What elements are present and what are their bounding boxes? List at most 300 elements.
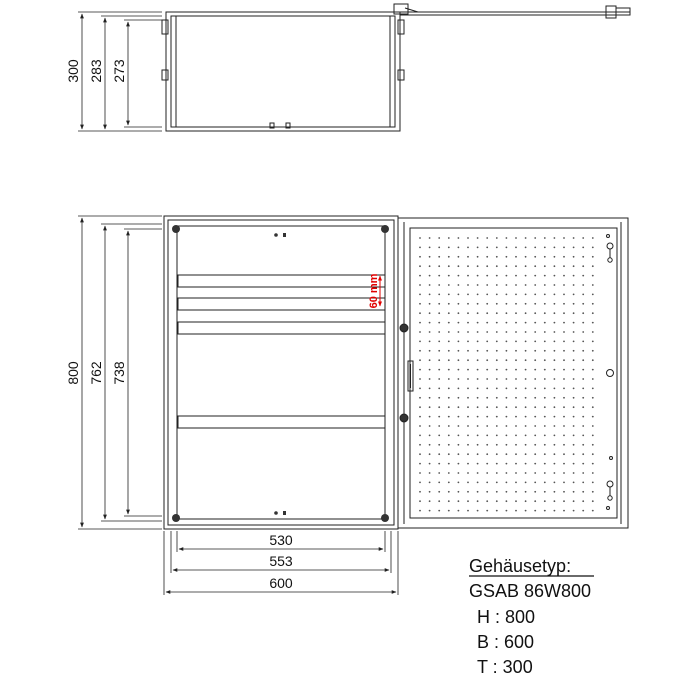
perforation-dot (573, 463, 575, 465)
perforation-dot (448, 294, 450, 296)
perforation-dot (554, 406, 556, 408)
perforation-dot (506, 237, 508, 239)
perforation-dot (525, 359, 527, 361)
perforation-dot (515, 359, 517, 361)
perforation-dot (544, 265, 546, 267)
perforation-dot (506, 247, 508, 249)
perforation-dot (554, 482, 556, 484)
perforation-dot (515, 322, 517, 324)
perforation-dot (419, 500, 421, 502)
perforation-dot (515, 303, 517, 305)
perforation-dot (573, 500, 575, 502)
perforation-dot (573, 247, 575, 249)
mounting-plate (177, 226, 385, 519)
perforation-dot (515, 425, 517, 427)
perforation-dot (515, 482, 517, 484)
perforation-dot (582, 378, 584, 380)
perforation-dot (429, 453, 431, 455)
perforation-dot (544, 416, 546, 418)
perforation-dot (448, 331, 450, 333)
perforation-dot (544, 303, 546, 305)
perforation-dot (534, 322, 536, 324)
perforation-dot (554, 359, 556, 361)
perforation-dot (525, 275, 527, 277)
perforation-dot (554, 341, 556, 343)
perforation-dot (563, 510, 565, 512)
perforation-dot (563, 472, 565, 474)
perforation-dot (419, 303, 421, 305)
perforation-dot (506, 425, 508, 427)
perforation-dot (467, 378, 469, 380)
perforation-dot (486, 388, 488, 390)
perforation-dot (496, 472, 498, 474)
perforation-dot (592, 425, 594, 427)
perforation-dot (467, 425, 469, 427)
perforation-dot (534, 425, 536, 427)
perforation-dot (582, 256, 584, 258)
perforation-dot (458, 435, 460, 437)
perforation-dot (458, 463, 460, 465)
perforation-dot (429, 369, 431, 371)
perforation-dot (525, 378, 527, 380)
perforation-dot (582, 416, 584, 418)
perforation-dot (419, 350, 421, 352)
perforation-dot (506, 359, 508, 361)
perforation-dot (554, 378, 556, 380)
perforation-dot (467, 331, 469, 333)
perforation-dot (496, 331, 498, 333)
perforation-dot (563, 322, 565, 324)
perforation-dot (592, 331, 594, 333)
perforation-dot (563, 482, 565, 484)
perforation-dot (525, 425, 527, 427)
top-view-inner-wall (171, 16, 395, 127)
perforation-dot (438, 482, 440, 484)
perforation-dot (438, 322, 440, 324)
perforation-dot (419, 359, 421, 361)
perforation-dot (573, 303, 575, 305)
perforation-dot (573, 378, 575, 380)
perforation-dot (506, 435, 508, 437)
perforation-dot (467, 369, 469, 371)
perforation-dot (563, 500, 565, 502)
perforation-dot (458, 444, 460, 446)
perforation-dot (554, 312, 556, 314)
perforation-dot (592, 472, 594, 474)
perforation-dot (515, 237, 517, 239)
perforation-dot (563, 397, 565, 399)
perforation-dot (429, 510, 431, 512)
perforation-dot (554, 275, 556, 277)
din-rail (178, 322, 385, 334)
perforation-dot (448, 275, 450, 277)
perforation-dot (592, 500, 594, 502)
perforation-dot (544, 435, 546, 437)
perforation-dot (582, 491, 584, 493)
perforation-dot (477, 256, 479, 258)
perforation-dot (506, 510, 508, 512)
perforation-dot (582, 425, 584, 427)
perforation-dot (544, 491, 546, 493)
perforation-dot (438, 425, 440, 427)
perforation-dot (477, 237, 479, 239)
perforation-dot (496, 397, 498, 399)
perforation-dot (448, 491, 450, 493)
perforation-dot (554, 491, 556, 493)
perforation-dot (544, 388, 546, 390)
perforation-dot (554, 369, 556, 371)
perforation-dot (534, 312, 536, 314)
perforation-dot (525, 463, 527, 465)
perforation-dot (515, 256, 517, 258)
perforation-dot (467, 284, 469, 286)
perforation-dot (554, 425, 556, 427)
perforation-dot (467, 303, 469, 305)
perforation-dot (525, 322, 527, 324)
perforation-dot (506, 482, 508, 484)
top-view-door (394, 4, 630, 18)
perforation-dot (419, 510, 421, 512)
perforation-dot (515, 435, 517, 437)
perforation-dot (544, 294, 546, 296)
perforation-dot (448, 416, 450, 418)
perforation-dot (534, 416, 536, 418)
perforation-dot (506, 350, 508, 352)
perforation-dot (438, 435, 440, 437)
perforation-dot (496, 444, 498, 446)
perforation-dot (534, 482, 536, 484)
perforation-dot (592, 303, 594, 305)
perforation-dot (563, 406, 565, 408)
perforation-dot (515, 463, 517, 465)
perforation-dot (486, 482, 488, 484)
perforation-dot (592, 435, 594, 437)
perforation-dot (477, 303, 479, 305)
spec-heading: Gehäusetyp: (469, 556, 572, 576)
perforation-dot (525, 341, 527, 343)
perforation-dot (525, 482, 527, 484)
perforation-dot (429, 303, 431, 305)
perforation-dot (506, 416, 508, 418)
perforation-dot (438, 265, 440, 267)
perforation-dot (534, 294, 536, 296)
perforation-dot (506, 312, 508, 314)
door-perforation-grid (419, 237, 594, 511)
perforation-dot (525, 453, 527, 455)
perforation-dot (429, 435, 431, 437)
perforation-dot (448, 247, 450, 249)
perforation-dot (506, 369, 508, 371)
perforation-dot (592, 312, 594, 314)
perforation-dot (515, 294, 517, 296)
perforation-dot (486, 463, 488, 465)
perforation-dot (477, 444, 479, 446)
perforation-dot (534, 331, 536, 333)
perforation-dot (448, 369, 450, 371)
spec-depth: T : 300 (477, 657, 533, 677)
perforation-dot (582, 388, 584, 390)
perforation-dot (467, 416, 469, 418)
perforation-dot (429, 491, 431, 493)
perforation-dot (496, 350, 498, 352)
perforation-dot (592, 350, 594, 352)
perforation-dot (534, 491, 536, 493)
perforation-dot (515, 397, 517, 399)
perforation-dot (496, 425, 498, 427)
perforation-dot (563, 359, 565, 361)
perforation-dot (419, 482, 421, 484)
perforation-dot (486, 444, 488, 446)
perforation-dot (592, 463, 594, 465)
perforation-dot (544, 397, 546, 399)
din-rail (178, 275, 385, 287)
top-dim-300: 300 (65, 59, 81, 83)
perforation-dot (582, 350, 584, 352)
perforation-dot (563, 388, 565, 390)
perforation-dot (554, 416, 556, 418)
perforation-dot (496, 482, 498, 484)
din-rail (178, 298, 385, 310)
perforation-dot (592, 341, 594, 343)
perforation-dot (438, 463, 440, 465)
top-view (162, 4, 630, 131)
perforation-dot (573, 388, 575, 390)
perforation-dot (554, 237, 556, 239)
perforation-dot (477, 453, 479, 455)
perforation-dot (419, 397, 421, 399)
perforation-dot (544, 331, 546, 333)
perforation-dot (544, 359, 546, 361)
perforation-dot (486, 491, 488, 493)
perforation-dot (458, 388, 460, 390)
enclosure-spec (469, 556, 594, 677)
perforation-dot (438, 303, 440, 305)
perforation-dot (534, 359, 536, 361)
perforation-dot (563, 284, 565, 286)
perforation-dot (525, 247, 527, 249)
perforation-dot (458, 331, 460, 333)
perforation-dot (448, 453, 450, 455)
perforation-dot (438, 275, 440, 277)
perforation-dot (458, 284, 460, 286)
perforation-dot (496, 284, 498, 286)
lock-icon (607, 243, 613, 262)
perforation-dot (429, 237, 431, 239)
perforation-dot (554, 510, 556, 512)
perforation-dot (582, 247, 584, 249)
perforation-dot (486, 294, 488, 296)
perforation-dot (592, 482, 594, 484)
perforation-dot (506, 265, 508, 267)
perforation-dot (515, 500, 517, 502)
perforation-dot (438, 397, 440, 399)
perforation-dot (486, 331, 488, 333)
perforation-dot (563, 350, 565, 352)
perforation-dot (544, 350, 546, 352)
perforation-dot (438, 312, 440, 314)
perforation-dot (496, 303, 498, 305)
perforation-dot (448, 256, 450, 258)
perforation-dot (573, 444, 575, 446)
perforation-dot (448, 406, 450, 408)
rail-spacing-label: 60 mm (368, 273, 380, 309)
perforation-dot (592, 397, 594, 399)
perforation-dot (486, 284, 488, 286)
perforation-dot (525, 500, 527, 502)
perforation-dot (563, 378, 565, 380)
perforation-dot (419, 247, 421, 249)
perforation-dot (554, 444, 556, 446)
perforation-dot (506, 331, 508, 333)
perforation-dot (534, 397, 536, 399)
perforation-dot (486, 397, 488, 399)
perforation-dot (429, 482, 431, 484)
front-dim-600: 600 (269, 575, 293, 591)
perforation-dot (582, 265, 584, 267)
perforation-dot (458, 378, 460, 380)
perforation-dot (429, 294, 431, 296)
perforation-dot (486, 453, 488, 455)
perforation-dot (544, 510, 546, 512)
perforation-dot (467, 247, 469, 249)
perforation-dot (525, 406, 527, 408)
perforation-dot (477, 463, 479, 465)
perforation-dot (467, 435, 469, 437)
perforation-dot (544, 378, 546, 380)
perforation-dot (467, 312, 469, 314)
perforation-dot (554, 453, 556, 455)
perforation-dot (534, 369, 536, 371)
perforation-dot (573, 482, 575, 484)
perforation-dot (496, 359, 498, 361)
perforation-dot (525, 416, 527, 418)
perforation-dot (534, 435, 536, 437)
perforation-dot (592, 237, 594, 239)
perforation-dot (429, 444, 431, 446)
spec-type: GSAB 86W800 (469, 581, 592, 601)
perforation-dot (486, 406, 488, 408)
perforation-dot (582, 312, 584, 314)
perforation-dot (458, 491, 460, 493)
perforation-dot (448, 237, 450, 239)
perforation-dot (525, 435, 527, 437)
perforation-dot (534, 247, 536, 249)
hinge (400, 324, 408, 332)
top-dim-273: 273 (111, 59, 127, 83)
perforation-dot (506, 256, 508, 258)
perforation-dot (515, 341, 517, 343)
perforation-dot (429, 359, 431, 361)
top-view-body (166, 12, 400, 131)
perforation-dot (477, 510, 479, 512)
perforation-dot (592, 406, 594, 408)
perforation-dot (477, 406, 479, 408)
perforation-dot (486, 256, 488, 258)
perforation-dot (467, 482, 469, 484)
perforation-dot (458, 350, 460, 352)
perforation-dot (438, 378, 440, 380)
perforation-dot (563, 312, 565, 314)
perforation-dot (438, 416, 440, 418)
perforation-dot (563, 491, 565, 493)
perforation-dot (573, 331, 575, 333)
perforation-dot (525, 472, 527, 474)
perforation-dot (419, 463, 421, 465)
top-dim-283: 283 (88, 59, 104, 83)
perforation-dot (534, 510, 536, 512)
perforation-dot (496, 378, 498, 380)
perforation-dot (534, 406, 536, 408)
perforation-dot (544, 500, 546, 502)
perforation-dot (592, 369, 594, 371)
perforation-dot (496, 247, 498, 249)
perforation-dot (419, 369, 421, 371)
perforation-dot (544, 463, 546, 465)
perforation-dot (582, 500, 584, 502)
perforation-dot (458, 472, 460, 474)
perforation-dot (592, 294, 594, 296)
perforation-dot (496, 510, 498, 512)
perforation-dot (477, 265, 479, 267)
perforation-dot (496, 416, 498, 418)
perforation-dot (429, 350, 431, 352)
perforation-dot (477, 435, 479, 437)
perforation-dot (496, 463, 498, 465)
perforation-dot (458, 482, 460, 484)
perforation-dot (592, 510, 594, 512)
perforation-dot (563, 369, 565, 371)
perforation-dot (429, 378, 431, 380)
perforation-dot (582, 397, 584, 399)
perforation-dot (486, 275, 488, 277)
perforation-dot (582, 294, 584, 296)
perforation-dot (525, 303, 527, 305)
front-dim-553: 553 (269, 553, 293, 569)
perforation-dot (515, 453, 517, 455)
perforation-dot (477, 312, 479, 314)
perforation-dot (467, 359, 469, 361)
perforation-dot (554, 435, 556, 437)
perforation-dot (554, 472, 556, 474)
perforation-dot (419, 284, 421, 286)
perforation-dot (582, 237, 584, 239)
perforation-dot (573, 491, 575, 493)
perforation-dot (429, 397, 431, 399)
perforation-dot (477, 491, 479, 493)
perforation-dot (467, 500, 469, 502)
perforation-dot (438, 247, 440, 249)
perforation-dot (515, 416, 517, 418)
perforation-dot (544, 425, 546, 427)
perforation-dot (592, 378, 594, 380)
perforation-dot (419, 406, 421, 408)
perforation-dot (506, 463, 508, 465)
perforation-dot (573, 472, 575, 474)
perforation-dot (429, 500, 431, 502)
perforation-dot (429, 247, 431, 249)
perforation-dot (448, 500, 450, 502)
perforation-dot (429, 256, 431, 258)
perforation-dot (544, 406, 546, 408)
perforation-dot (477, 482, 479, 484)
perforation-dot (515, 491, 517, 493)
perforation-dot (467, 322, 469, 324)
perforation-dot (458, 406, 460, 408)
perforation-dot (458, 397, 460, 399)
perforation-dot (573, 265, 575, 267)
perforation-dot (544, 472, 546, 474)
perforation-dot (534, 265, 536, 267)
